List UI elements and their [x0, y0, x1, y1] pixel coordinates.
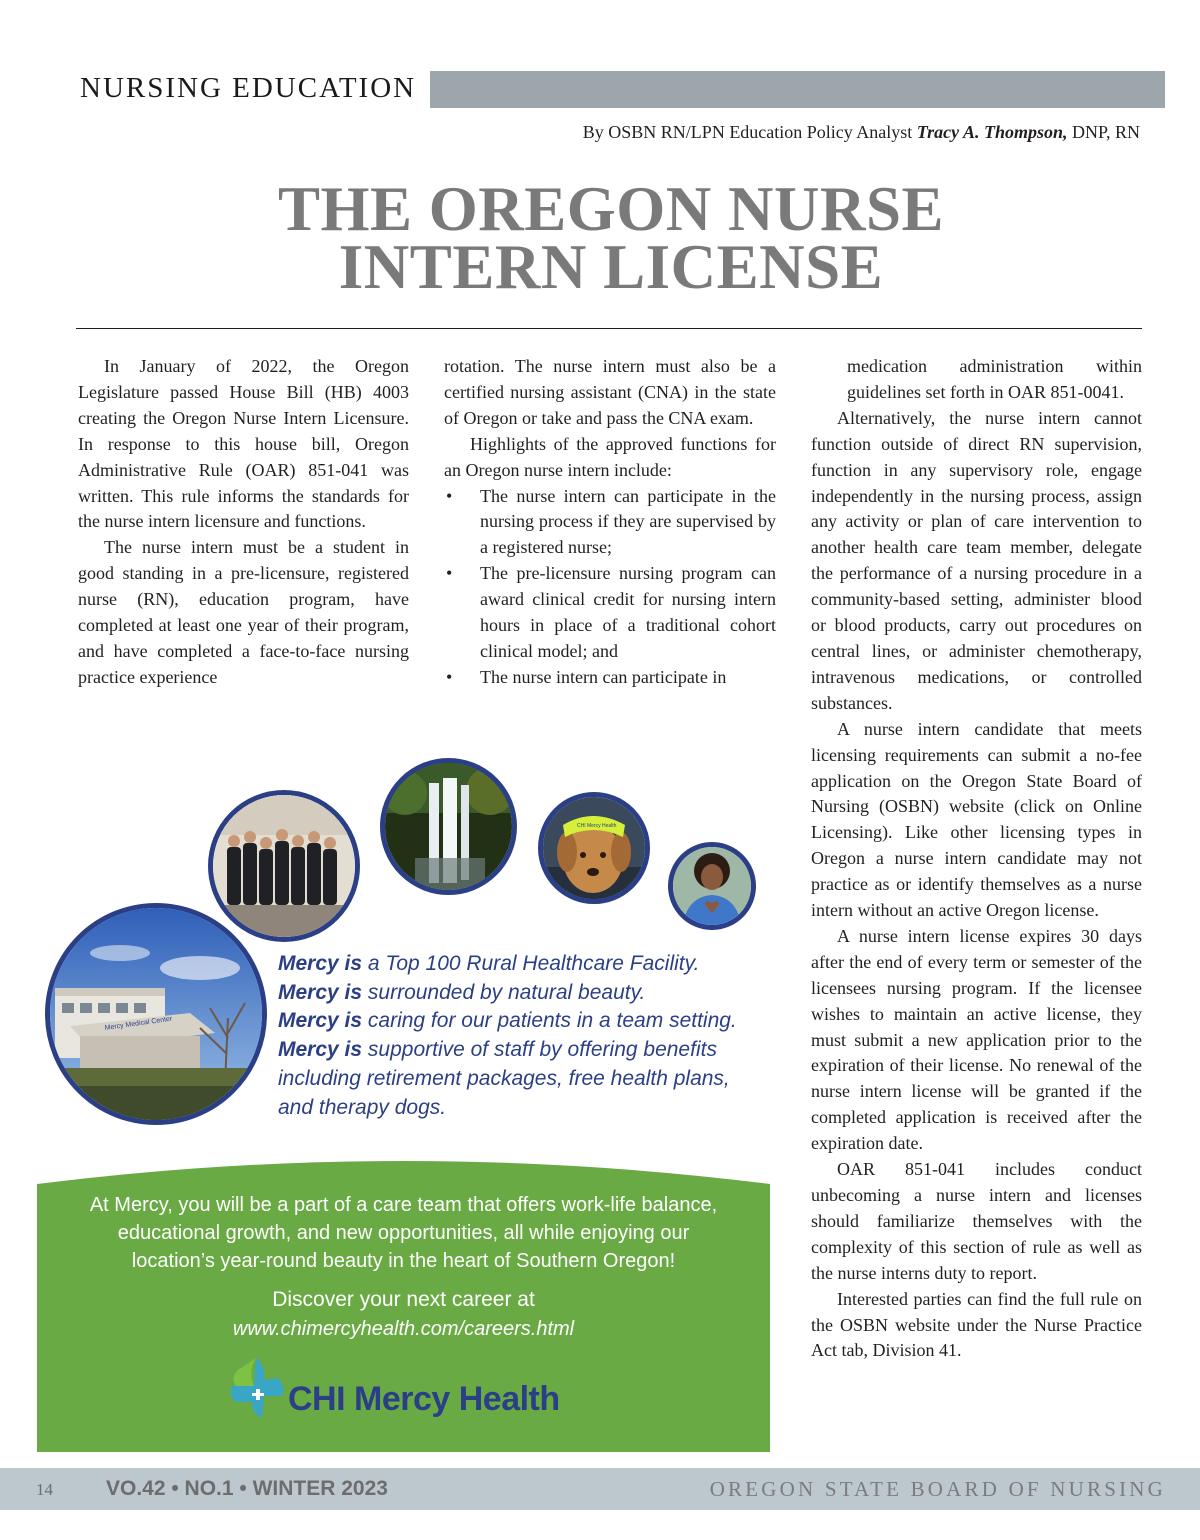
chi-mercy-logo: CHI Mercy Health [288, 1380, 560, 1418]
paragraph: Interested parties can find the full rule on the OSBN website under the Nurse Practice Act tab, Division 41. [811, 1288, 1142, 1361]
paragraph: Highlights of the approved functions for an Oregon nurse intern include: [444, 433, 776, 480]
chi-cross-icon [226, 1356, 292, 1422]
paragraph: rotation. The nurse intern must also be a certified nursing assistant (CNA) in the state of Oregon or take and pass the CNA exam. [444, 356, 776, 428]
ad-lead: Mercy is [278, 1009, 363, 1033]
list-item: • The nurse intern can participate in the nursing process if they are supervised by a registered nurse; [444, 484, 776, 562]
staff-group-photo [208, 790, 360, 942]
ad-body-text: At Mercy, you will be a part of a care team that offers work-life balance, educational growth, and new opportunities, all while enjoying our location’s year-round beauty in the heart of Southern Oregon! [89, 1194, 718, 1272]
article-column-3 [811, 354, 1142, 1364]
careers-link[interactable]: www.chimercyhealth.com/careers.html [232, 1318, 575, 1340]
therapy-dog-photo [538, 792, 650, 904]
byline-credentials: DNP, RN [1071, 122, 1140, 142]
title-divider [76, 328, 1142, 329]
ad-line: caring for our patients in a team setting. [367, 1009, 737, 1033]
section-header-bar [430, 71, 1165, 108]
ad-line: supportive of staff by offering benefits including retirement packages, free health plans, and therapy dogs. [278, 1038, 730, 1119]
byline-prefix: By OSBN RN/LPN Education Policy Analyst [582, 122, 913, 142]
page-number: 14 [36, 1480, 53, 1499]
paragraph: The nurse intern must be a student in good standing in a pre-licensure, registered nurse (RN), education program, have completed at least one year of their program, and have completed a face-to-face nursing practice experience [78, 537, 409, 687]
title-line-2: INTERN LICENSE [338, 232, 884, 302]
paragraph: A nurse intern candidate that meets licensing requirements can submit a no-fee application on the Oregon State Board of Nursing (OSBN) website (click on Online Licensing). Like other licensing types in Oregon a nurse intern candidate may not practice as or identify themselves as a nurse intern without an active Oregon license. [811, 718, 1142, 921]
list-item: • The pre-licensure nursing program can award clinical credit for nursing intern hours in place of a traditional cohort clinical model; and [444, 561, 776, 665]
highlights-list [444, 484, 776, 691]
byline-author: Tracy A. Thompson, [916, 122, 1068, 142]
article-title [0, 174, 1200, 302]
paragraph: A nurse intern license expires 30 days after the end of every term or semester of the licensees nursing program. If the licensee wishes to maintain an active license, they must submit a new application prior to the expiration of their license. No renewal of the nurse intern license will be granted if the completed application is received after the expiration date. [811, 925, 1142, 1154]
list-item-continuation: medication administration within guidelines set forth in OAR 851-0041. [847, 356, 1142, 402]
waterfall-photo [380, 758, 517, 895]
dog-vest-text: CHI Mercy Health [577, 823, 617, 829]
ad-tagline [278, 950, 768, 1122]
publisher-name: OREGON STATE BOARD OF NURSING [709, 1477, 1166, 1501]
article-column-2 [444, 354, 776, 691]
paragraph: In January of 2022, the Oregon Legislature passed House Bill (HB) 4003 creating the Oregon Nurse Intern Licensure. In response to this house bill, Oregon Administrative Rule (OAR) 851-041 was written. This rule informs the standards for the nurse intern licensure and functions. [78, 356, 409, 532]
section-label: NURSING EDUCATION [80, 72, 417, 104]
paragraph: OAR 851-041 includes conduct unbecoming a nurse intern and licenses should familiarize themselves with the complexity of this section of rule as well as the nurse interns duty to report. [811, 1159, 1142, 1283]
ad-cta: Discover your next career at [272, 1288, 535, 1311]
ad-line: surrounded by natural beauty. [367, 980, 646, 1004]
ad-line: a Top 100 Rural Healthcare Facility. [367, 952, 700, 975]
article-column-1 [78, 354, 409, 691]
issue-label: VO.42 • NO.1 • WINTER 2023 [106, 1477, 388, 1500]
nurse-portrait-photo [668, 842, 756, 930]
hospital-building-photo [45, 903, 267, 1125]
title-line-1: THE OREGON NURSE [277, 174, 945, 244]
byline [583, 122, 1140, 143]
ad-lead: Mercy is [278, 1038, 363, 1062]
ad-lead: Mercy is [278, 980, 363, 1004]
list-item: • The nurse intern can participate in [444, 665, 776, 691]
paragraph: Alternatively, the nurse intern cannot function outside of direct RN supervision, function in any supervisory role, engage independently in the nursing process, assign any activity or plan of care intervention to another health care team member, delegate the performance of a nursing procedure in a community-based setting, administer blood or blood products, carry out procedures on central lines, or administer chemotherapy, intravenous medications, or controlled substances. [811, 407, 1142, 713]
ad-lead: Mercy is [278, 952, 363, 975]
building-sign: Mercy Medical Center [104, 1015, 173, 1032]
